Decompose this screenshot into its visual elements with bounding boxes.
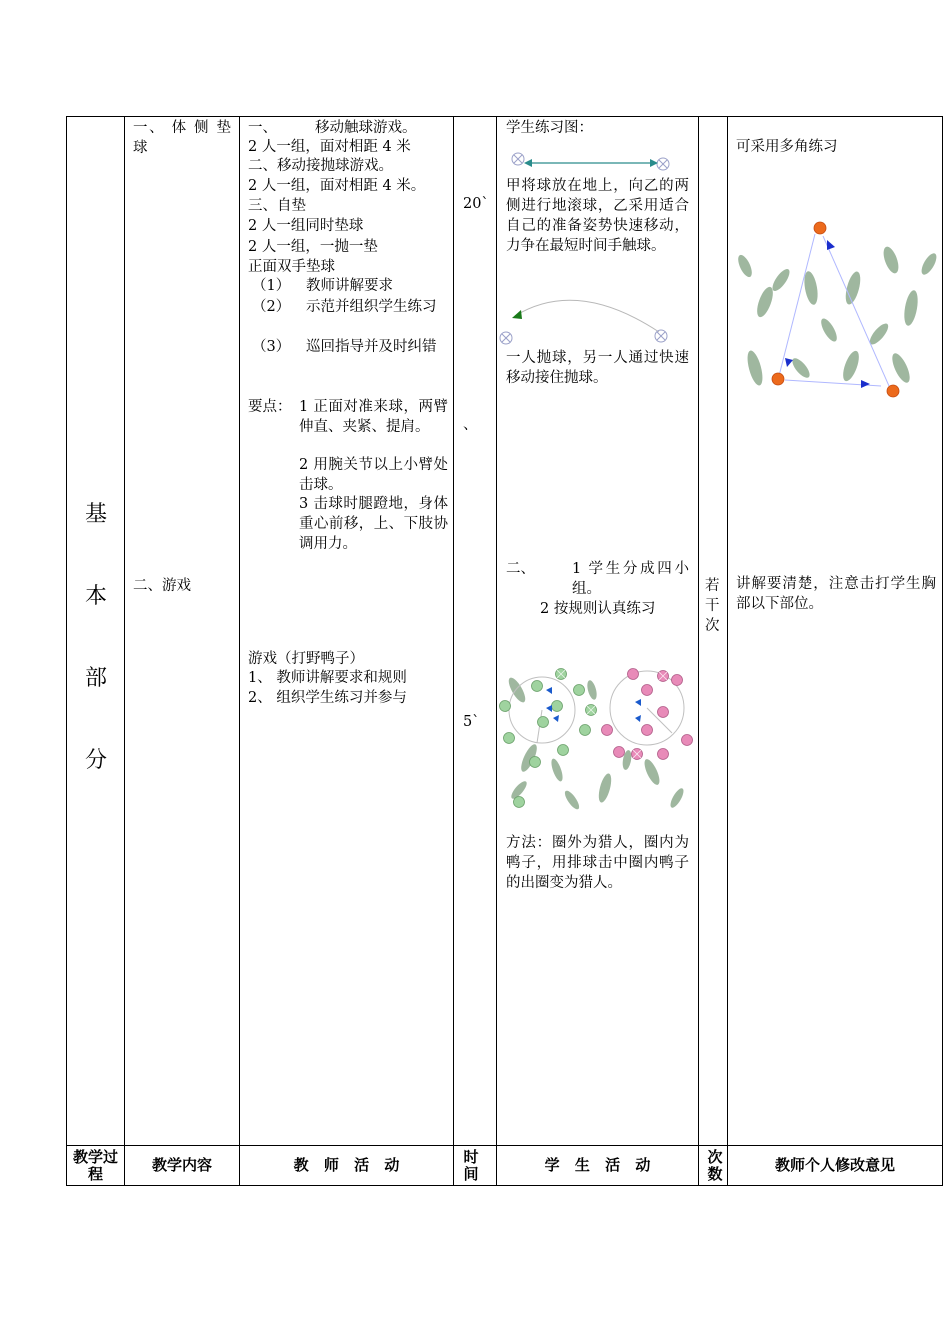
teacher-line-8: 正面双手垫球 <box>248 259 335 275</box>
multi-angle-diagram <box>733 220 938 400</box>
teacher-line-2: 2 人一组，面对相距 4 米 <box>248 139 411 155</box>
header-process: 教学过程 <box>72 1148 118 1183</box>
notes-line-2: 讲解要清楚，注意击打学生胸部以下部位。 <box>736 576 936 612</box>
section-char-3: 部 <box>84 666 107 691</box>
section-char-4: 分 <box>84 748 107 773</box>
teacher-step-1-num: （1） <box>252 278 291 294</box>
student-para-4: 方法：圈外为猎人，圈内为鸭子，用排球击中圈内鸭子的出圈变为猎人。 <box>506 835 689 891</box>
teacher-line-4: 2 人一组，面对相距 4 米。 <box>248 178 426 194</box>
header-student: 学 生 活 动 <box>544 1156 651 1174</box>
time-2: 5` <box>463 714 480 730</box>
teacher-keypoints-label: 要点： <box>248 399 292 415</box>
teacher-game-step-1: 1、 教师讲解要求和规则 <box>248 670 407 686</box>
teacher-step-3-num: （3） <box>252 339 291 355</box>
teacher-step-2-text: 示范并组织学生练习 <box>306 299 437 315</box>
teacher-keypoint-2: 2 用腕关节以上小臂处击球。 <box>299 457 448 493</box>
time-1: 20` <box>463 196 489 212</box>
student-title: 学生练习图： <box>506 120 593 136</box>
teacher-line-7: 2 人一组，一抛一垫 <box>248 239 378 255</box>
count-text: 若干次 <box>705 578 720 634</box>
teacher-game-step-2: 2、 组织学生练习并参与 <box>248 690 407 706</box>
section-char-1: 基 <box>84 502 107 527</box>
content-item-1: 一、 体 侧 垫 球 <box>133 120 231 156</box>
teacher-step-3-text: 巡回指导并及时纠错 <box>306 339 437 355</box>
teacher-line-5: 三、自垫 <box>248 198 306 214</box>
header-count: 次数 <box>707 1148 723 1183</box>
content-item-2: 二、游戏 <box>133 578 191 594</box>
student-para-1: 甲将球放在地上，向乙的两侧进行地滚球，乙采用适合自己的准备姿势快速移动，力争在最短时间手触球。 <box>506 178 689 254</box>
teacher-line-1b: 移动触球游戏。 <box>315 120 417 136</box>
teacher-line-6: 2 人一组同时垫球 <box>248 218 364 234</box>
teacher-step-1-text: 教师讲解要求 <box>306 278 393 294</box>
header-notes: 教师个人修改意见 <box>774 1156 895 1174</box>
student-para-3-label: 二、 <box>506 561 535 577</box>
header-time: 时间 <box>463 1148 479 1183</box>
student-para-3-step-2: 2 按规则认真练习 <box>540 601 656 617</box>
time-1-mark: 、 <box>463 417 478 433</box>
header-teacher: 教 师 活 动 <box>293 1156 400 1174</box>
teacher-keypoint-1: 1 正面对准来球，两臂伸直、夹紧、提肩。 <box>299 399 448 435</box>
teacher-keypoint-3: 3 击球时腿蹬地，身体重心前移，上、下肢协调用力。 <box>299 496 448 552</box>
teacher-line-3: 二、移动接抛球游戏。 <box>248 158 393 174</box>
throw-catch-diagram <box>497 292 672 348</box>
student-para-2: 一人抛球，另一人通过快速移动接住抛球。 <box>506 350 689 386</box>
student-para-3-step-1: 1 学生分成四小组。 <box>572 561 689 597</box>
section-char-2: 本 <box>84 584 107 609</box>
teacher-step-2-num: （2） <box>252 299 291 315</box>
teacher-line-1a: 一、 <box>248 120 277 136</box>
header-content: 教学内容 <box>151 1156 212 1174</box>
notes-line-1: 可采用多角练习 <box>736 139 838 155</box>
teacher-game-title: 游戏（打野鸭子） <box>248 651 364 667</box>
roll-ball-diagram <box>505 150 675 176</box>
duck-game-diagram <box>497 660 699 816</box>
